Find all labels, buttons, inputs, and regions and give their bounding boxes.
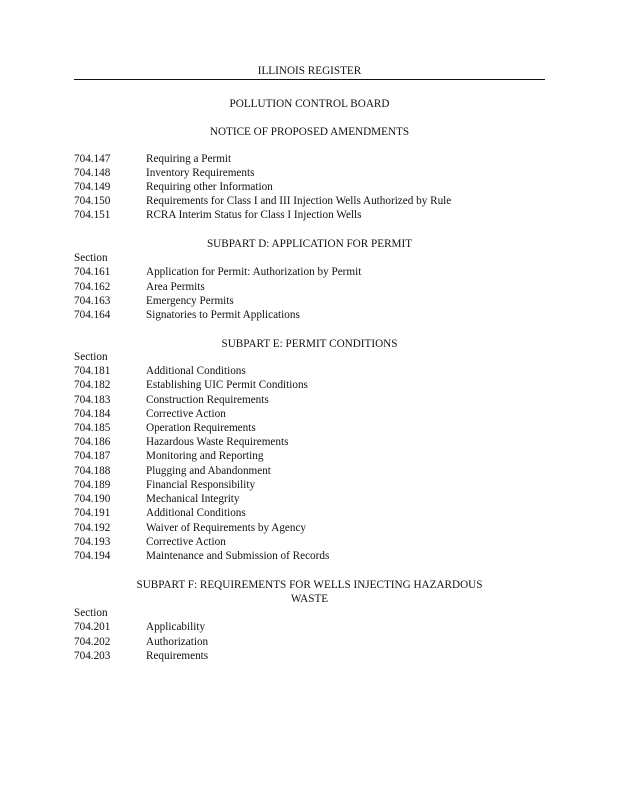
section-title: Requirements for Class I and III Injection Wells Authorized by Rule	[146, 195, 452, 207]
section-number: 704.185	[74, 422, 111, 434]
section-title: Operation Requirements	[146, 422, 256, 434]
notice-title: NOTICE OF PROPOSED AMENDMENTS	[209, 126, 410, 138]
section-number: 704.191	[74, 507, 111, 519]
section-number: 704.164	[74, 309, 111, 321]
section-title: Financial Responsibility	[146, 479, 256, 491]
section-title: Inventory Requirements	[146, 167, 255, 179]
subpart-d-heading: SUBPART D: APPLICATION FOR PERMIT	[206, 238, 413, 250]
section-number: 704.162	[74, 281, 111, 293]
section-title: Mechanical Integrity	[146, 493, 240, 505]
section-number: 704.181	[74, 365, 111, 377]
section-title: Corrective Action	[146, 408, 226, 420]
section-number: 704.203	[74, 650, 111, 662]
section-number: 704.201	[74, 621, 111, 633]
register-header: ILLINOIS REGISTER	[74, 64, 545, 80]
section-column-label: Section	[74, 607, 108, 619]
section-number: 704.192	[74, 522, 111, 534]
subpart-f-heading: SUBPART F: REQUIREMENTS FOR WELLS INJECTING HAZARDOUS	[136, 579, 483, 591]
section-title: RCRA Interim Status for Class I Injection Wells	[146, 209, 362, 221]
section-title: Plugging and Abandonment	[146, 465, 271, 477]
section-number: 704.183	[74, 394, 111, 406]
section-title: Monitoring and Reporting	[146, 450, 264, 462]
section-title: Waiver of Requirements by Agency	[146, 522, 307, 534]
section-title: Corrective Action	[146, 536, 226, 548]
section-number: 704.187	[74, 450, 111, 462]
section-title: Requirements	[146, 650, 209, 662]
section-number: 704.202	[74, 636, 111, 648]
section-number: 704.147	[74, 153, 111, 165]
section-title: Applicability	[146, 621, 206, 633]
section-title: Hazardous Waste Requirements	[146, 436, 289, 448]
section-number: 704.193	[74, 536, 111, 548]
subpart-f-heading-cont: WASTE	[290, 593, 329, 605]
section-number: 704.188	[74, 465, 111, 477]
section-number: 704.184	[74, 408, 111, 420]
section-title: Construction Requirements	[146, 394, 269, 406]
section-number: 704.150	[74, 195, 111, 207]
section-number: 704.194	[74, 550, 111, 562]
section-title: Emergency Permits	[146, 295, 234, 307]
section-title: Area Permits	[146, 281, 205, 293]
section-column-label: Section	[74, 252, 108, 264]
section-column-label: Section	[74, 351, 108, 363]
section-number: 704.148	[74, 167, 111, 179]
section-number: 704.190	[74, 493, 111, 505]
section-number: 704.186	[74, 436, 111, 448]
section-title: Additional Conditions	[146, 507, 246, 519]
board-title: POLLUTION CONTROL BOARD	[229, 98, 390, 110]
section-number: 704.189	[74, 479, 111, 491]
subpart-e-heading: SUBPART E: PERMIT CONDITIONS	[221, 338, 398, 350]
section-title: Requiring other Information	[146, 181, 273, 193]
section-number: 704.163	[74, 295, 111, 307]
section-title: Maintenance and Submission of Records	[146, 550, 330, 562]
section-number: 704.149	[74, 181, 111, 193]
section-title: Signatories to Permit Applications	[146, 309, 300, 321]
section-title: Application for Permit: Authorization by Permit	[146, 266, 362, 278]
section-title: Authorization	[146, 636, 209, 648]
section-title: Requiring a Permit	[146, 153, 232, 165]
section-number: 704.161	[74, 266, 111, 278]
section-title: Additional Conditions	[146, 365, 246, 377]
section-number: 704.151	[74, 209, 111, 221]
section-number: 704.182	[74, 379, 111, 391]
section-title: Establishing UIC Permit Conditions	[146, 379, 308, 391]
